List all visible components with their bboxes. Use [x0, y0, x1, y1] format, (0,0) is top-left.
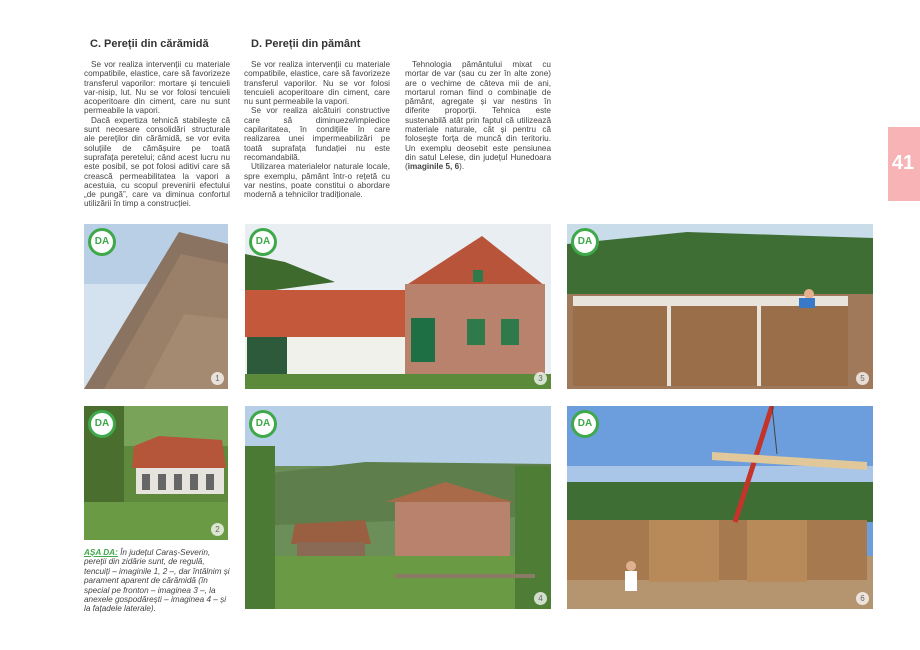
section-c-heading: C. Pereții din cărămidă [90, 38, 209, 50]
section-c-text [84, 60, 230, 209]
photo-3 [245, 224, 551, 389]
section-d-paragraph-4 [405, 60, 551, 172]
photo-6 [567, 406, 873, 609]
paragraph-end: ). [459, 162, 465, 172]
paragraph-text: Tehnologia pământului mixat cu mortar de var (sau cu zer în alte zone) are o vechime de câteva mii de ani, mortarul roman fiind o combinație de pământ, agregate și var nestins în diferite proporții. Tehnica este sustenabilă atât prin faptul că utilizează materiale naturale, cât și pentru că folosește forța de muncă din teritoriu. Un exemplu deosebit este pensiunea din satul Lelese, din județul Hunedoara ( [405, 60, 551, 172]
section-d-paragraph-3: Utilizarea materialelor naturale locale, spre exemplu, pământ într-o rețetă cu var nestins, poate constitui o abordare modernă a tehnicilor tradiționale. [244, 162, 390, 200]
section-c-paragraph-2: Dacă expertiza tehnică stabilește că sunt necesare consolidări structurale ale pereților din cărămidă, se vor evita soluțiile de cămășuire pe toată suprafața peretelui; când acest lucru nu este posibil, se pot folosi aditivi care să crească permeabilitatea la vapori a acestuia, cu scopul prevenirii efectului „de pungă”, care va diminua confortul utilizării în timp a construcției. [84, 115, 230, 209]
photo-number: 4 [534, 592, 547, 605]
photo-number: 3 [534, 372, 547, 385]
photo-number: 5 [856, 372, 869, 385]
photo-2 [84, 406, 228, 540]
village-annex-image [245, 406, 551, 609]
da-badge: DA [88, 228, 116, 256]
section-d-continued-text [405, 60, 551, 172]
section-d-paragraph-1: Se vor realiza intervenții cu materiale compatibile, elastice, care să favorizeze transferul vaporilor. Nu se vor folosi tencuieli acoperitoare din ciment, care nu sunt permeabile la vapori. [244, 60, 390, 107]
crane-beams-image [567, 406, 873, 609]
photo-caption [84, 548, 230, 614]
caption-text: În județul Caraș-Severin, pereții din zidărie sunt, de regulă, tencuiți – imaginile 1, 2 –, dar întâlnim și parament aparent de cărămidă (în special pe fronton – imaginea 3 –, la anexele gospodărești – imaginea 4 – și la fațadele laterale). [84, 548, 230, 614]
caption-lead: AȘA DA: [84, 548, 118, 557]
section-d-text [244, 60, 390, 199]
section-d-heading: D. Pereții din pământ [251, 38, 361, 50]
photo-number: 6 [856, 592, 869, 605]
photo-1 [84, 224, 228, 389]
brick-house-image [245, 224, 551, 389]
image-reference: imaginile 5, 6 [407, 162, 460, 172]
da-badge: DA [249, 410, 277, 438]
page-number: 41 [891, 152, 915, 174]
photo-4 [245, 406, 551, 609]
earth-wall-construction-image [567, 224, 873, 389]
da-badge: DA [571, 228, 599, 256]
da-badge: DA [571, 410, 599, 438]
photo-5 [567, 224, 873, 389]
section-d-paragraph-2: Se vor realiza alcătuiri constructive care să diminueze/impiedice capilaritatea, în condițiile în care realizarea unei impermeabilizări pe toată suprafața fundației nu este recomandabilă. [244, 106, 390, 162]
section-c-paragraph-1: Se vor realiza intervenții cu materiale compatibile, elastice, care să favorizeze transferul vaporilor: mortare și tencuieli var-nisip, lut. Nu se vor folosi tencuieli acoperitoare din ciment, care nu sunt permeabile la vapori. [84, 60, 230, 116]
da-badge: DA [249, 228, 277, 256]
photo-number: 2 [211, 523, 224, 536]
da-badge: DA [88, 410, 116, 438]
photo-number: 1 [211, 372, 224, 385]
